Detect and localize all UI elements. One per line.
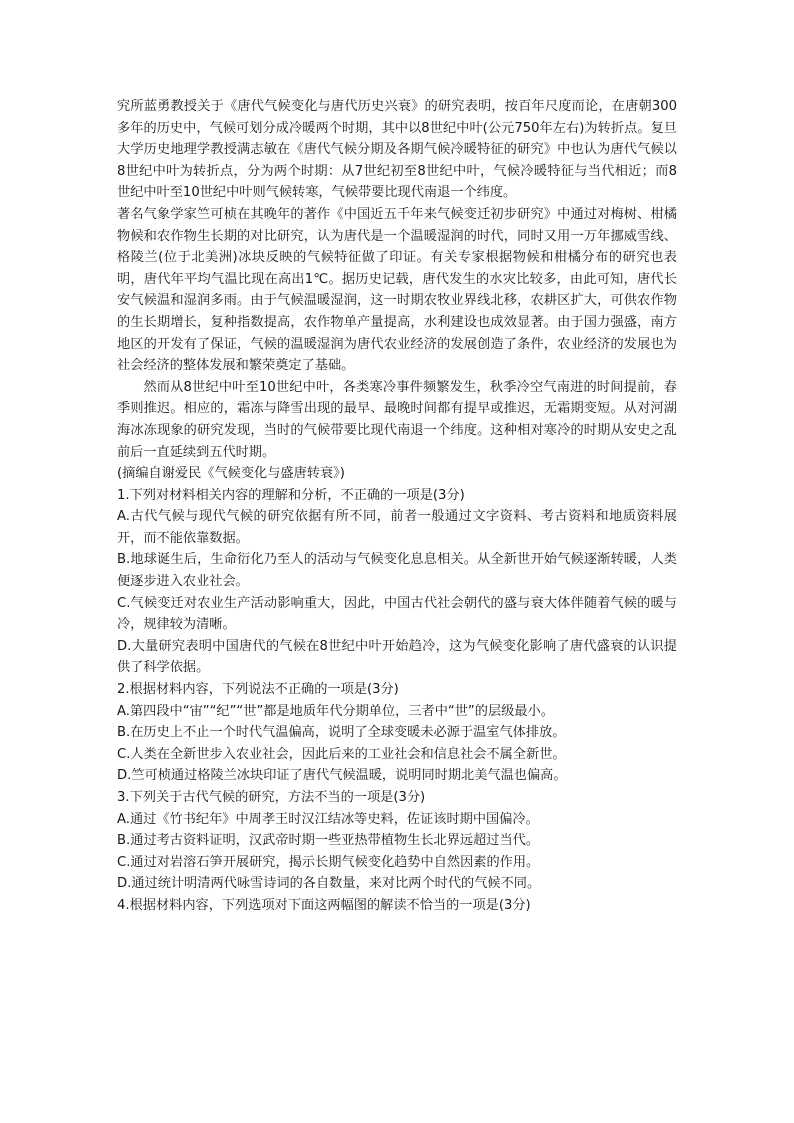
paragraph-zhu-kezhen-research: 著名气象学家竺可桢在其晚年的著作《中国近五千年来气候变迁初步研究》中通过对梅树、柑橘物候和农作物生长期的对比研究，认为唐代是一个温暖湿润的时代，同时又用一万年挪威雪线、格陵兰(位于北美洲)冰块反映的气候特征做了印证。有关专家根据物候和柑橘分布的研究也表明，唐代年平均气温比现在高出1℃。据历史记载，唐代发生的水灾比较多，由此可知，唐代长安气候温和湿润多雨。由于气候温暖湿润，这一时期农牧业界线北移，农耕区扩大，可供农作物的生长期增长，复种指数提高，农作物单产量提高，水利建设也成效显著。由于国力强盛，南方地区的开发有了保证，气候的温暖湿润为唐代农业经济的发展创造了条件，农业经济的发展也为社会经济的整体发展和繁荣奠定了基础。 xyxy=(117,206,677,374)
question-2-option-a: A.第四段中“宙”“纪”“世”都是地质年代分期单位，三者中“世”的层级最小。 xyxy=(117,703,554,719)
question-2-option-b: B.在历史上不止一个时代气温偏高，说明了全球变暖未必源于温室气体排放。 xyxy=(117,725,566,741)
question-1: 1.下列对材料相关内容的理解和分析，不正确的一项是(3分) xyxy=(117,487,465,503)
question-3-option-c: C.通过对岩溶石笋开展研究，揭示长期气候变化趋势中自然因素的作用。 xyxy=(117,854,540,870)
question-4: 4.根据材料内容，下列选项对下面这两幅图的解读不恰当的一项是(3分) xyxy=(117,897,531,913)
question-3-option-a: A.通过《竹书纪年》中周孝王时汉江结冰等史料，佐证该时期中国偏冷。 xyxy=(117,811,539,827)
question-2: 2.根据材料内容，下列说法不正确的一项是(3分) xyxy=(117,682,399,698)
question-3-option-b: B.通过考古资料证明，汉武帝时期一些亚热带植物生长北界远超过当代。 xyxy=(117,833,540,849)
question-1-option-a: A.古代气候与现代气候的研究依据有所不同，前者一般通过文字资料、考古资料和地质资料展开，而不能依靠数据。 xyxy=(117,509,677,546)
source-citation: (摘编自谢爱民《气候变化与盛唐转衰》) xyxy=(117,466,345,482)
question-2-option-d: D.竺可桢通过格陵兰冰块印证了唐代气候温暖，说明同时期北美气温也偏高。 xyxy=(117,768,567,784)
question-3: 3.下列关于古代气候的研究，方法不当的一项是(3分) xyxy=(117,790,426,805)
question-1-option-d: D.大量研究表明中国唐代的气候在8世纪中叶开始趋冷，这为气候变化影响了唐代盛衰的认识提供了科学依据。 xyxy=(117,638,677,676)
question-1-option-c: C.气候变迁对农业生产活动影响重大，因此，中国古代社会朝代的盛与衰大体伴随着气候的暖与冷，规律较为清晰。 xyxy=(117,595,677,633)
document-page xyxy=(117,96,677,917)
question-3-option-d: D.通过统计明清两代咏雪诗词的各自数量，来对比两个时代的气候不同。 xyxy=(117,876,541,892)
paragraph-cold-period: 然而从8世纪中叶至10世纪中叶，各类寒冷事件频繁发生，秋季冷空气南进的时间提前，春季则推迟。相应的，霜冻与降雪出现的最早、最晚时间都有提早或推迟，无霜期变短。从对河湖海冰冻现象的研究发现，当时的气候带要比现代南退一个纬度。这种相对寒冷的时期从安史之乱前后一直延续到五代时期。 xyxy=(117,379,677,460)
question-2-option-c: C.人类在全新世步入农业社会，因此后来的工业社会和信息社会不属全新世。 xyxy=(117,746,566,762)
question-1-option-b: B.地球诞生后，生命衍化乃至人的活动与气候变化息息相关。从全新世开始气候逐渐转暖，人类便逐步进入农业社会。 xyxy=(117,552,677,590)
paragraph-tang-climate-study: 究所蓝勇教授关于《唐代气候变化与唐代历史兴衰》的研究表明，按百年尺度而论，在唐朝300多年的历史中，气候可划分成冷暖两个时期，其中以8世纪中叶(公元750年左右)为转折点。复旦大学历史地理学教授满志敏在《唐代气候分期及各期气候冷暖特征的研究》中也认为唐代气候以8世纪中叶为转折点，分为两个时期：从7世纪初至8世纪中叶，气候冷暖特征与当代相近；而8世纪中叶至10世纪中叶则气候转寒，气候带要比现代南退一个纬度。 xyxy=(117,99,677,201)
